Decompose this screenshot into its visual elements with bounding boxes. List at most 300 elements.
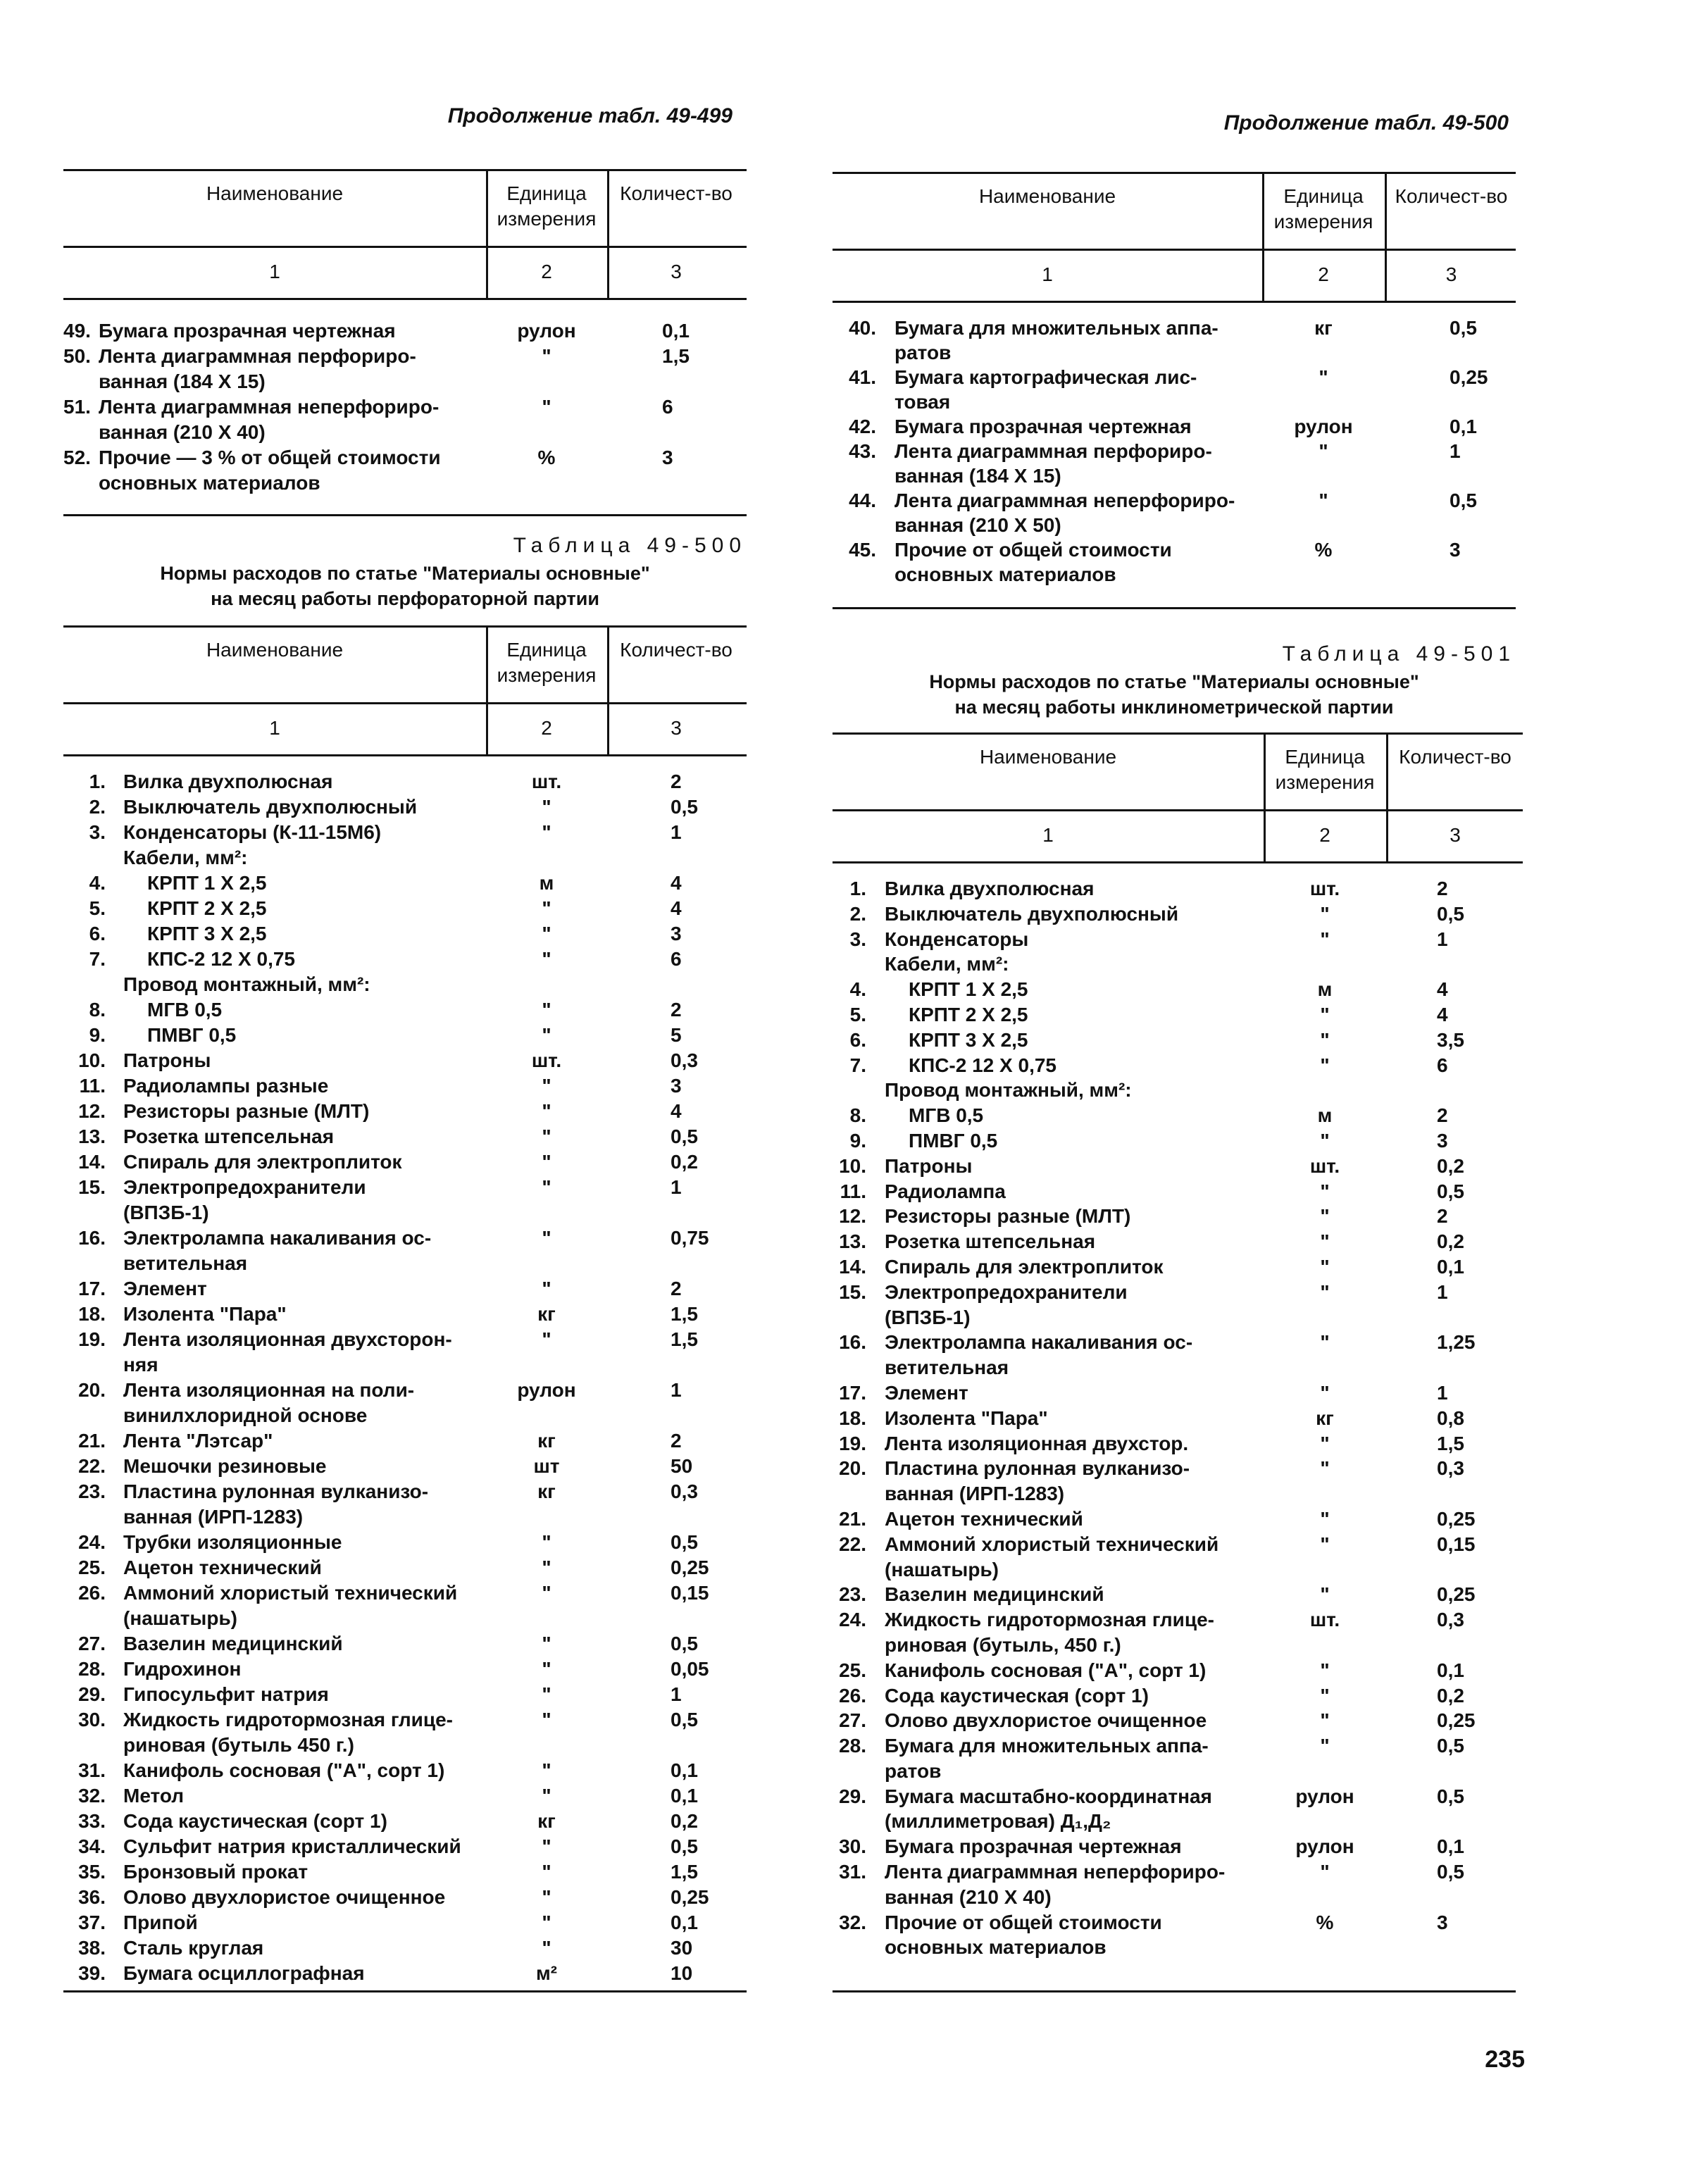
row-name: основных материалов	[885, 1936, 1107, 1959]
table-row	[63, 1276, 747, 1302]
table-row	[63, 972, 747, 997]
table-row	[63, 1428, 747, 1454]
table-row	[833, 1053, 1530, 1078]
header-row-names	[63, 171, 747, 248]
row-number: 11.	[840, 1180, 866, 1202]
row-quantity: 5	[671, 1024, 682, 1046]
row-number: 18.	[78, 1303, 106, 1325]
continuation-label: Продолжение табл. 49-499	[447, 104, 733, 127]
row-unit: "	[1320, 1709, 1330, 1732]
row-name: Лента изоляционная двухстор.	[885, 1432, 1189, 1454]
row-number: 17.	[78, 1278, 106, 1299]
row-name: Выключатель двухполюсный	[123, 796, 418, 818]
row-name: Прочие от общей стоимости	[885, 1911, 1162, 1933]
row-unit: "	[542, 1582, 551, 1604]
table-row	[833, 1708, 1530, 1733]
col-num-1: 1	[1042, 824, 1054, 846]
row-number: 16.	[78, 1227, 106, 1249]
row-quantity: 0,3	[671, 1480, 698, 1502]
row-name: Бумага осциллографная	[123, 1962, 365, 1984]
row-name: ратов	[894, 342, 952, 363]
row-quantity: 0,2	[1437, 1684, 1464, 1707]
table-title	[63, 561, 747, 611]
table-row	[833, 1431, 1530, 1457]
row-unit: "	[542, 1100, 551, 1122]
row-name: Электропредохранители	[885, 1280, 1128, 1303]
row-name: основных материалов	[99, 472, 320, 494]
row-number: 12.	[839, 1205, 866, 1228]
row-number: 32.	[78, 1785, 106, 1807]
table-row	[63, 1707, 747, 1758]
row-unit: кг	[537, 1303, 556, 1325]
table-row	[833, 1103, 1530, 1128]
row-number: 30.	[839, 1835, 866, 1858]
row-quantity: 4	[671, 897, 682, 919]
row-quantity: 3	[1450, 539, 1461, 561]
header-qty: Количест-во	[620, 639, 733, 661]
row-name: Лента диаграммная неперфориро-	[894, 489, 1235, 511]
row-unit: "	[542, 1835, 551, 1857]
row-number: 3.	[89, 821, 106, 843]
row-quantity: 0,1	[1450, 416, 1477, 437]
table-end-line	[63, 514, 747, 516]
row-name: Канифоль сосновая ("А", сорт 1)	[885, 1659, 1207, 1681]
table-row	[833, 1683, 1530, 1709]
row-name: Розетка штепсельная	[885, 1230, 1096, 1253]
row-name: риновая (бутыль, 450 г.)	[885, 1633, 1121, 1656]
row-name: КРПТ 2 X 2,5	[147, 897, 267, 919]
row-quantity: 0,25	[671, 1557, 709, 1578]
row-name: Патроны	[885, 1154, 973, 1177]
row-name: ПМВГ 0,5	[909, 1129, 998, 1152]
row-name: Лента диаграммная перфориро-	[894, 440, 1212, 462]
row-quantity: 1	[671, 1683, 682, 1705]
table-row	[63, 318, 747, 344]
row-name: Вазелин медицинский	[123, 1633, 343, 1654]
table-row	[833, 1128, 1530, 1154]
row-unit: %	[1316, 1911, 1334, 1933]
table-header	[63, 625, 747, 756]
row-quantity: 1	[1437, 1280, 1448, 1303]
row-unit: "	[542, 396, 551, 418]
row-unit: "	[542, 1328, 551, 1350]
table-row	[63, 1834, 747, 1859]
table-row	[833, 414, 1530, 439]
table-title-line: на месяц работы перфораторной партии	[211, 588, 599, 609]
row-name: (ВПЗБ-1)	[123, 1202, 209, 1223]
row-number: 9.	[89, 1024, 106, 1046]
row-number: 22.	[78, 1455, 106, 1477]
header-name: Наименование	[206, 639, 344, 661]
table-header	[833, 172, 1516, 303]
row-quantity: 0,1	[1437, 1835, 1464, 1858]
row-unit: "	[1320, 1205, 1330, 1228]
row-quantity: 3	[671, 1075, 682, 1097]
row-number: 15.	[839, 1280, 866, 1303]
table-title-line: на месяц работы инклинометрической партии	[954, 697, 1394, 718]
row-number: 26.	[78, 1582, 106, 1604]
row-name: Патроны	[123, 1049, 211, 1071]
row-unit: кг	[1316, 1407, 1334, 1429]
table-row	[833, 1733, 1530, 1784]
row-name: Изолента "Пара"	[885, 1407, 1048, 1429]
table-row	[63, 1124, 747, 1149]
row-unit: рулон	[517, 320, 576, 342]
row-name: Гидрохинон	[123, 1658, 242, 1680]
row-name: Резисторы разные (МЛТ)	[123, 1100, 370, 1122]
row-number: 24.	[839, 1609, 866, 1631]
table-header	[833, 732, 1523, 863]
row-quantity: 1	[1437, 928, 1448, 950]
row-name: Лента диаграммная перфориро-	[99, 345, 416, 367]
row-name: Ацетон технический	[123, 1557, 322, 1578]
row-name: Бумага прозрачная чертежная	[885, 1835, 1182, 1858]
row-name: ветительная	[885, 1356, 1009, 1379]
row-name: Лента изоляционная двухсторон-	[123, 1328, 452, 1350]
row-quantity: 1,5	[662, 345, 690, 367]
row-quantity: 0,5	[671, 1531, 698, 1553]
row-unit: "	[1320, 1533, 1330, 1555]
table-row	[833, 537, 1530, 587]
row-unit: рулон	[517, 1379, 576, 1401]
row-number: 22.	[839, 1533, 866, 1555]
row-quantity: 3	[671, 923, 682, 944]
row-number: 6.	[89, 923, 106, 944]
col-num-3: 3	[1450, 824, 1461, 846]
row-number: 27.	[839, 1709, 866, 1732]
row-quantity: 0,1	[671, 1785, 698, 1807]
row-unit: "	[542, 948, 551, 970]
row-name: основных материалов	[894, 563, 1116, 585]
row-name: ратов	[885, 1759, 942, 1782]
row-unit: шт.	[531, 771, 562, 792]
row-name: Жидкость гидротормозная глице-	[885, 1609, 1214, 1631]
row-unit: "	[542, 923, 551, 944]
row-name: Элемент	[885, 1381, 968, 1404]
header-unit: Единица измерения	[1275, 746, 1375, 793]
row-quantity: 10	[671, 1962, 693, 1984]
header-name: Наименование	[979, 746, 1117, 768]
table-row	[63, 1048, 747, 1073]
row-name: Прочие от общей стоимости	[894, 539, 1172, 561]
row-quantity: 4	[1437, 978, 1448, 1001]
continuation-label: Продолжение табл. 49-500	[1223, 111, 1509, 135]
row-name: Бронзовый прокат	[123, 1861, 308, 1883]
row-quantity: 0,5	[1437, 1861, 1464, 1883]
row-name: Провод монтажный, мм²:	[885, 1079, 1132, 1102]
table-row	[833, 1254, 1530, 1280]
row-unit: "	[1319, 366, 1328, 388]
row-unit: "	[1320, 1861, 1330, 1883]
row-name: Бумага прозрачная чертежная	[99, 320, 396, 342]
row-unit: "	[1320, 902, 1330, 925]
row-unit: %	[537, 447, 556, 468]
table-header	[63, 169, 747, 300]
table-end-line	[63, 1990, 747, 1992]
row-unit: "	[1320, 1180, 1330, 1202]
header-qty: Количест-во	[620, 182, 733, 204]
row-name: Мешочки резиновые	[123, 1455, 327, 1477]
row-name: Бумага прозрачная чертежная	[894, 416, 1192, 437]
row-unit: "	[1320, 1735, 1330, 1757]
row-name: Конденсаторы	[885, 928, 1029, 950]
row-quantity: 4	[671, 1100, 682, 1122]
row-name: ванная (ИРП-1283)	[123, 1506, 304, 1528]
table-row	[833, 316, 1530, 365]
row-name: ванная (184 X 15)	[99, 370, 266, 392]
row-quantity: 0,25	[1437, 1709, 1476, 1732]
row-unit: "	[1320, 1129, 1330, 1152]
row-quantity: 0,5	[1437, 1735, 1464, 1757]
row-name: КРПТ 3 X 2,5	[909, 1028, 1028, 1051]
table-row	[833, 1002, 1530, 1028]
row-quantity: 2	[671, 1278, 682, 1299]
row-name: ПМВГ 0,5	[147, 1024, 237, 1046]
row-name: Конденсаторы (К-11-15М6)	[123, 821, 382, 843]
header-unit: Единица измерения	[497, 182, 597, 230]
row-quantity: 0,2	[1437, 1154, 1464, 1177]
table-row	[63, 1099, 747, 1124]
row-unit: "	[542, 1557, 551, 1578]
row-name: КРПТ 3 X 2,5	[147, 923, 267, 944]
row-unit: "	[542, 821, 551, 843]
table-row	[63, 344, 747, 394]
row-name: Провод монтажный, мм²:	[123, 973, 370, 995]
row-number: 7.	[89, 948, 106, 970]
table-row	[833, 1607, 1530, 1658]
row-number: 1.	[849, 878, 866, 899]
row-number: 24.	[78, 1531, 106, 1553]
table-title-line: Нормы расходов по статье "Материалы основные"	[929, 671, 1419, 692]
row-unit: м	[1317, 978, 1333, 1001]
row-unit: шт	[533, 1455, 560, 1477]
row-quantity: 2	[671, 771, 682, 792]
row-number: 44.	[849, 489, 876, 511]
row-quantity: 0,5	[1450, 317, 1477, 339]
row-name: (миллиметровая) Д₁,Д₂	[885, 1810, 1111, 1833]
table-row	[63, 921, 747, 947]
row-name: Лента изоляционная на поли-	[123, 1379, 415, 1401]
row-unit: рулон	[1295, 1835, 1354, 1858]
row-number: 8.	[89, 999, 106, 1021]
row-unit: шт.	[1309, 1609, 1340, 1631]
continuation-rows	[833, 316, 1530, 587]
row-number: 4.	[849, 978, 866, 1001]
table-row	[63, 896, 747, 921]
row-number: 42.	[849, 416, 876, 437]
row-unit: "	[1320, 1583, 1330, 1606]
row-unit: "	[1320, 1381, 1330, 1404]
table-row	[833, 876, 1530, 902]
row-quantity: 3	[1437, 1911, 1448, 1933]
row-quantity: 1	[1437, 1381, 1448, 1404]
table-row	[63, 1682, 747, 1707]
row-name: Пластина рулонная вулканизо-	[885, 1457, 1190, 1480]
row-number: 8.	[849, 1104, 866, 1127]
row-quantity: 0,15	[671, 1582, 709, 1604]
row-quantity: 3	[1437, 1129, 1448, 1152]
row-name: ванная (210 X 40)	[99, 421, 266, 443]
table-row	[63, 1479, 747, 1530]
row-number: 26.	[839, 1684, 866, 1707]
row-number: 3.	[849, 928, 866, 950]
table-row	[833, 1028, 1530, 1053]
table-row	[63, 1149, 747, 1175]
row-number: 19.	[839, 1432, 866, 1454]
table-row	[63, 1935, 747, 1961]
row-number: 41.	[849, 366, 876, 388]
row-name: Бумага масштабно-координатная	[885, 1785, 1212, 1807]
row-quantity: 0,5	[671, 796, 698, 818]
table-end-line	[833, 1990, 1516, 1992]
row-name: Изолента "Пара"	[123, 1303, 287, 1325]
row-number: 20.	[78, 1379, 106, 1401]
row-name: Аммоний хлористый технический	[885, 1533, 1219, 1555]
row-quantity: 1,25	[1437, 1331, 1476, 1354]
table-row	[63, 794, 747, 820]
row-number: 9.	[849, 1129, 866, 1152]
row-unit: "	[1319, 440, 1328, 462]
table-title	[833, 669, 1516, 720]
row-name: Сульфит натрия кристаллический	[123, 1835, 461, 1857]
row-name: ветительная	[123, 1252, 248, 1274]
table-row	[63, 1073, 747, 1099]
table-title-line: Нормы расходов по статье "Материалы основные"	[160, 563, 650, 584]
row-name: Кабели, мм²:	[123, 847, 248, 868]
row-number: 13.	[78, 1125, 106, 1147]
row-name: Бумага для множительных аппа-	[885, 1735, 1209, 1757]
table-row	[833, 1154, 1530, 1179]
row-unit: кг	[537, 1810, 556, 1832]
row-quantity: 2	[1437, 1104, 1448, 1127]
row-quantity: 0,75	[671, 1227, 709, 1249]
row-quantity: 0,25	[1437, 1507, 1476, 1530]
row-name: Олово двухлористое очищенное	[123, 1886, 446, 1908]
row-number: 28.	[839, 1735, 866, 1757]
header-divider	[486, 171, 488, 298]
row-name: Ацетон технический	[885, 1507, 1083, 1530]
row-number: 21.	[78, 1430, 106, 1452]
row-number: 23.	[78, 1480, 106, 1502]
table-row	[833, 1204, 1530, 1229]
row-quantity: 0,2	[671, 1810, 698, 1832]
row-quantity: 4	[671, 872, 682, 894]
row-unit: "	[1320, 1003, 1330, 1025]
table-row	[63, 1454, 747, 1479]
row-quantity: 0,5	[671, 1125, 698, 1147]
row-name: ванная (210 X 40)	[885, 1885, 1052, 1908]
table-row	[833, 927, 1530, 952]
row-quantity: 0,1	[671, 1911, 698, 1933]
row-number: 20.	[839, 1457, 866, 1480]
row-quantity: 0,5	[671, 1633, 698, 1654]
row-quantity: 0,25	[1450, 366, 1488, 388]
table-caption: Таблица 49-500	[513, 534, 747, 557]
row-number: 29.	[839, 1785, 866, 1807]
row-unit: "	[1320, 1684, 1330, 1707]
row-number: 40.	[849, 317, 876, 339]
table-row	[63, 871, 747, 896]
row-name: КРПТ 2 X 2,5	[909, 1003, 1028, 1025]
row-unit: м	[539, 872, 554, 894]
row-number: 5.	[849, 1003, 866, 1025]
row-unit: "	[1320, 1331, 1330, 1354]
row-quantity: 3	[662, 447, 673, 468]
row-unit: "	[542, 345, 551, 367]
row-quantity: 0,5	[671, 1835, 698, 1857]
table-row	[63, 1657, 747, 1682]
row-name: Бумага картографическая лис-	[894, 366, 1197, 388]
header-divider	[607, 171, 609, 298]
row-name: Трубки изоляционные	[123, 1531, 342, 1553]
row-number: 52.	[63, 447, 91, 468]
row-quantity: 0,1	[1437, 1255, 1464, 1278]
row-name: КРПТ 1 X 2,5	[147, 872, 267, 894]
table-row	[63, 445, 747, 496]
table-row	[63, 947, 747, 972]
row-unit: рулон	[1295, 1785, 1354, 1807]
row-quantity: 0,5	[1450, 489, 1477, 511]
row-name: (нашатырь)	[123, 1607, 237, 1629]
row-name: риновая (бутыль 450 г.)	[123, 1734, 354, 1756]
header-name: Наименование	[206, 182, 344, 204]
row-number: 43.	[849, 440, 876, 462]
row-number: 31.	[839, 1861, 866, 1883]
row-unit: м²	[535, 1962, 558, 1984]
table-row	[63, 1961, 747, 1986]
row-number: 49.	[63, 320, 91, 342]
table-row	[63, 820, 747, 845]
col-num-2: 2	[1319, 824, 1330, 846]
row-name: КРПТ 1 X 2,5	[909, 978, 1028, 1001]
table-row	[63, 845, 747, 871]
row-name: Лента диаграммная неперфориро-	[885, 1861, 1226, 1883]
row-name: Электролампа накаливания ос-	[885, 1331, 1193, 1354]
row-quantity: 0,25	[1437, 1583, 1476, 1606]
table-row	[833, 977, 1530, 1002]
row-number: 25.	[839, 1659, 866, 1681]
row-number: 33.	[78, 1810, 106, 1832]
row-name: Жидкость гидротормозная глице-	[123, 1709, 453, 1730]
row-number: 15.	[78, 1176, 106, 1198]
row-number: 5.	[89, 897, 106, 919]
row-name: ванная (184 X 15)	[894, 465, 1061, 487]
table-row	[833, 902, 1530, 927]
row-name: Спираль для электроплиток	[885, 1255, 1164, 1278]
row-quantity: 0,3	[1437, 1609, 1464, 1631]
row-unit: шт.	[1309, 878, 1340, 899]
row-unit: "	[542, 1531, 551, 1553]
table-row	[63, 1327, 747, 1378]
row-quantity: 0,3	[671, 1049, 698, 1071]
row-name: Сталь круглая	[123, 1937, 264, 1959]
row-name: Вилка двухполюсная	[123, 771, 333, 792]
row-number: 11.	[79, 1075, 106, 1097]
table-row	[63, 1859, 747, 1885]
row-unit: шт.	[1309, 1154, 1340, 1177]
row-quantity: 1,5	[671, 1861, 698, 1883]
row-quantity: 0,25	[671, 1886, 709, 1908]
table-row	[63, 1783, 747, 1809]
row-name: Лента "Лэтсар"	[123, 1430, 273, 1452]
header-name: Наименование	[978, 185, 1116, 207]
row-quantity: 0,5	[1437, 902, 1464, 925]
header-unit: Единица измерения	[497, 639, 597, 686]
table-row	[63, 1631, 747, 1657]
row-number: 18.	[839, 1407, 866, 1429]
row-unit: м	[1317, 1104, 1333, 1127]
table-body	[63, 769, 747, 1986]
